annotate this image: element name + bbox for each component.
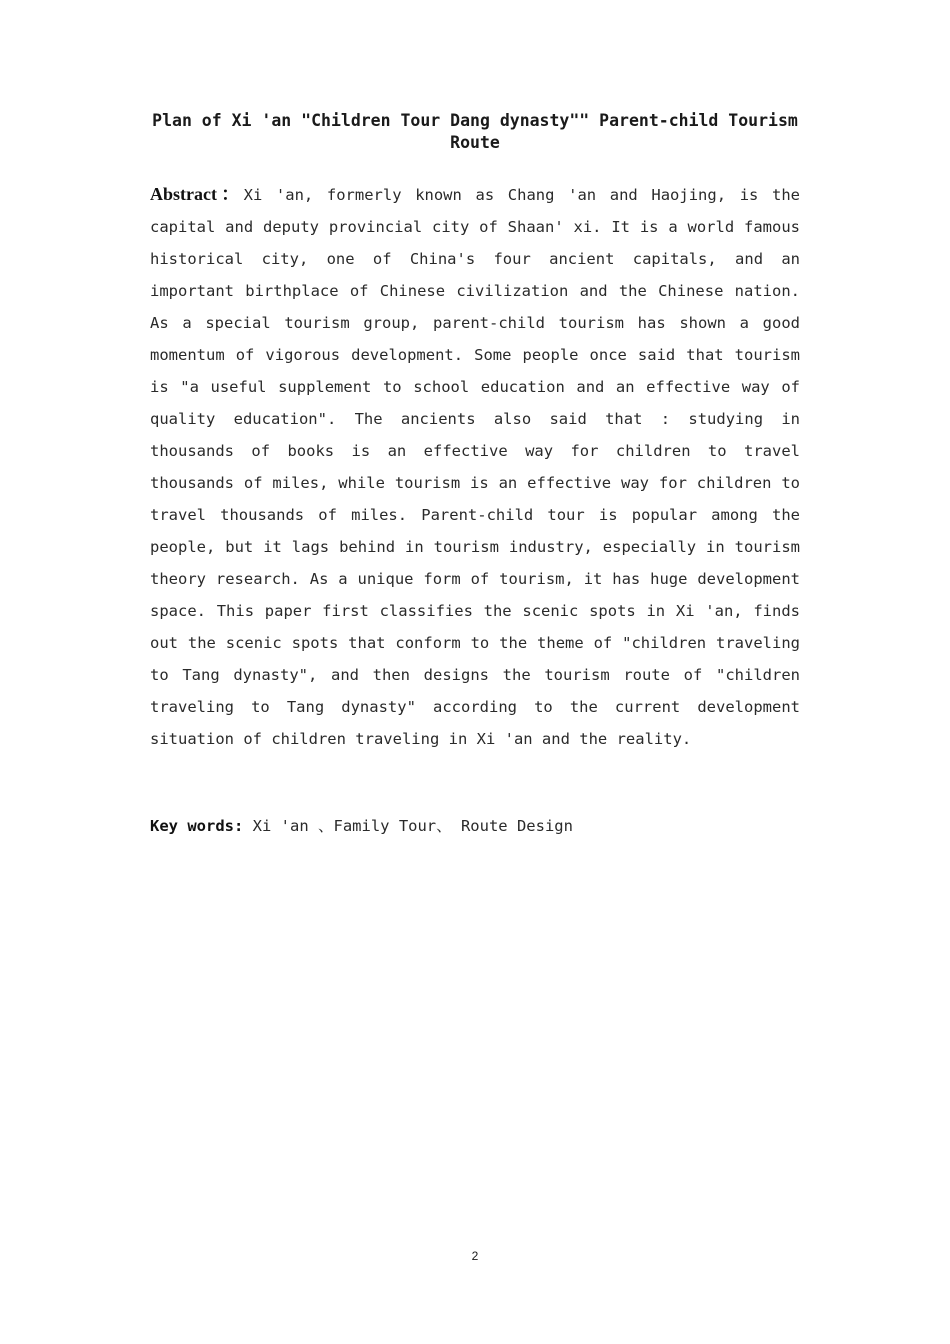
abstract-paragraph bbox=[150, 178, 800, 755]
page-number: 2 bbox=[471, 1249, 479, 1263]
abstract-label: Abstract： bbox=[150, 184, 244, 204]
abstract-text: Xi 'an, formerly known as Chang 'an and Haojing, is the capital and deputy provincial city of Shaan' xi. It is a world famous historical city, one of China's four ancient capitals, and an important birthplace of Chinese civilization and the Chinese nation. As a special tourism group, parent-child tourism has shown a good momentum of vigorous development. Some people once said that tourism is "a useful supplement to school education and an effective way of quality education". The ancients also said that : studying in thousands of books is an effective way for children to travel thousands of miles, while tourism is an effective way for children to travel thousands of miles. Parent-child tour is popular among the people, but it lags behind in tourism industry, especially in tourism theory research. As a unique form of tourism, it has huge development space. This paper first classifies the scenic spots in Xi 'an, finds out the scenic spots that conform to the theme of "children traveling to Tang dynasty", and then designs the tourism route of "children traveling to Tang dynasty" according to the current development situation of children traveling in Xi 'an and the reality. bbox=[150, 186, 800, 748]
document-title: Plan of Xi 'an "Children Tour Dang dynasty"" Parent-child Tourism Route bbox=[152, 111, 798, 152]
keywords-line bbox=[150, 812, 800, 840]
keywords-text: Xi 'an 、Family Tour、 Route Design bbox=[252, 817, 573, 835]
keywords-label: Key words: bbox=[150, 817, 244, 835]
